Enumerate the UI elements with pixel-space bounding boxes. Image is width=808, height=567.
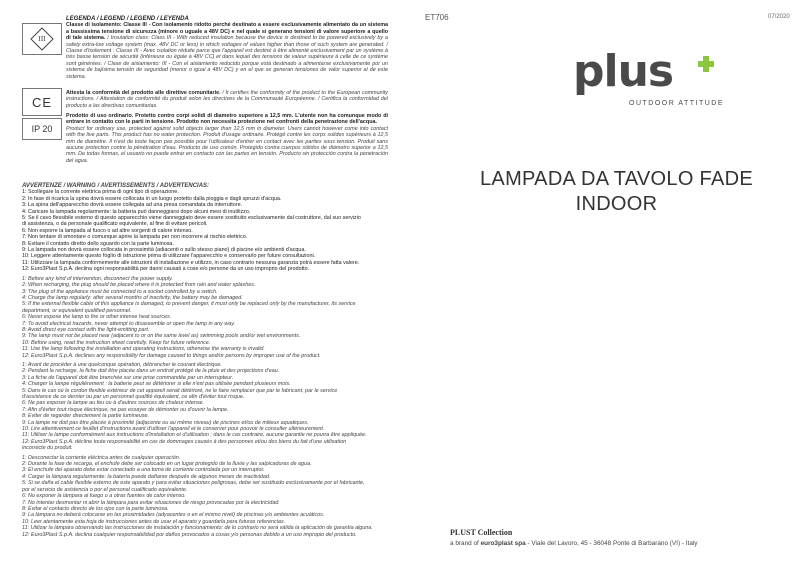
warning-item: 1: Avant de procéder à une quelconque opération, débrancher le courant électrique. [22,361,222,368]
warning-item: 9: La lampada non dovrà essere collocata in prossimità (adiacenti o sullo stesso piano) di piscine e/o ambienti d'acqua. [22,247,306,254]
protection-text-it: Prodotto di uso ordinario. Protetto contro corpi solidi di diametro superiore a 12,5 mm. L'utente non ha comunque modo di entrare in contatto con le parti in tensione. Prodotto non necessita protezione nei confronti della penetrazione dell'acqua. [66,113,388,126]
warning-item: 2: Durante la fase de recarga, el enchufe debe ser colocado en un lugar protegido de la lluvia y las salpicaduras de agua. [22,461,312,468]
warning-item: 8: Éviter de regarder directement la partie lumineuse. [22,413,150,420]
warning-item: 9: La lampe ne doit pas être placée à proximité (adjacente ou au même niveau) de piscines et/ou de milieux aquatiques. [22,419,309,426]
warning-item: 11: Utiliser la lampe conformément aux instructions d'installation et d'utilisation ; dans le cas contraire, aucune garantie ne pourra être appliquée. [22,432,367,439]
edition-date: 07/2020 [768,14,790,20]
legend-title: LEGENDA / LEGEND / LEGEND / LEYENDA [66,16,189,22]
warning-item: 5: Se il cavo flessibile esterno di questo apparecchio viene danneggiato deve essere sostituito esclusivamente dal costruttore, dal suo servizio [22,215,361,222]
warning-item: 12: Euro3Plast S.p.A. declina ogni responsabilità per danni causati a cose e/o persone da un uso improprio del prodotto. [22,266,310,273]
ce-mark-icon [22,88,62,116]
legend-text [66,22,388,80]
conformity-text-other: / It certifies the conformity of the product to the European community instructions. / Attestation de conformité du produit selon les directives de la Communauté Européenne. / Certifica la conformidad del producto a las directivas comunitarias. [66,90,389,109]
warning-item: 4: Cargar la lámpara regularmente: la batería puede dañarse después de algunos meses de inactividad. [22,473,271,480]
warning-item: 1: Desconectar la corriente eléctrica antes de cualquier operación. [22,454,181,461]
class-iii-icon [22,23,62,55]
warnings-title: AVVERTENZE / WARNING / AVERTISSEMENTS / ADVERTENCIAS: [22,183,210,189]
warning-item: 6: No exponer la lámpara al fuego o a otras fuentes de calor intenso. [22,493,186,500]
brand-logo-plus-icon [698,56,714,72]
warning-item: 10: Lire attentivement ce feuillet d'instructions avant d'utiliser l'appareil et le conserver pour pouvoir le consulter ultérieurement. [22,426,325,433]
warning-item: 7: To avoid electrical hazards, never attempt to disassemble or open the lamp in any way. [22,320,236,327]
warning-item: 5: If the external flexible cable of this appliance is damaged, to prevent danger, it must only be replaced only by the manufacturer, its service [22,301,356,308]
warning-item: 5: Si se daña el cable flexible externo de este aparato y para evitar situaciones peligrosas, debe ser sustituido exclusivamente por el fabricante, [22,480,365,487]
warning-item: 8: Evitare il contatto diretto dello sguardo con la parte luminosa. [22,240,174,247]
warning-item: 9: La lámpara no deberá colocarse en las proximidades (adyacentes o en el mismo nivel) de piscinas y/o ambientes acuáticos. [22,512,325,519]
warning-item: department, or equivalent qualified personnel. [22,307,132,314]
class-iii-label: III [38,35,46,43]
warning-item: 2: When recharging, the plug should be placed where it is protected from rain and water splashes. [22,282,256,289]
warning-item: 6: Non esporre la lampada al fuoco o ad altre sorgenti di calore intenso. [22,227,193,234]
warnings-en-list [22,276,397,359]
warning-item: 7: No intentar desmontar ni abrir la lámpara para evitar situaciones de riesgo provocadas por la electricidad. [22,499,280,506]
product-code: ET706 [425,13,449,22]
warnings-fr-list [22,362,397,452]
product-subtitle: INDOOR [575,193,658,215]
warning-item: 3: La spina dell'apparecchio dovrà essere collegata ad una presa comandata da interruttore. [22,202,243,209]
legend-text-it: Classe di isolamento: Classe III - Con isolamento ridotto perché destinato a essere esclusivamente alimentato da un sistema a bassissima tensione di sicurezza (minore o uguale a 48V DC) e nel quale si generano tensioni di valore superiore a quello di tale sistema. [66,22,388,42]
warning-item: 1: Before any kind of intervention, disconnect the power supply. [22,275,173,282]
warning-item: 2: In fase di ricarica la spina dovrà essere collocata in un luogo protetto dalla pioggia e dagli spruzzi d'acqua. [22,195,282,202]
warning-item: 10: Leer atentamente esta hoja de instrucciones antes de usar el aparato y guardarla para futuras referencias. [22,518,286,525]
warning-item: 10: Leggere attentamente questo foglio di istruzione prima di utilizzare l'apparecchio e conservarlo per future consultazioni. [22,253,316,260]
ce-mark-label: CE [31,94,53,110]
product-title: LAMPADA DA TAVOLO FADE [480,168,753,190]
brand-logo [573,46,733,116]
warning-item: 10: Before using, read the instruction sheet carefully. Keep for future reference. [22,339,211,346]
warning-item: 5: Dans le cas où le cordon flexible extérieur de cet appareil serait détérioré, ne le faire remplacer que par le fabricant, par le service [22,387,338,394]
collection-name: PLUST Collection [450,528,513,537]
warning-item: 8: Evitar el contacto directo de los ojos con la parte luminosa. [22,505,169,512]
warning-item: 11: Utilizzare la lampada conformemente alle istruzioni di installazione e utilizzo, in caso contrario nessuna garanzia potrà essere fatta valere. [22,259,360,266]
warning-item: 11: Utilizar la lámpara observando las instrucciones de instalación y funcionamiento; de lo contrario no será válida la aplicación de garantía alguna. [22,525,373,532]
conformity-text-it: Attesta la conformità del prodotto alle direttive comunitarie. [66,90,221,96]
warning-item: 6: Ne pas exposer la lampe au feu ou à d'autres sources de chaleur intense. [22,400,205,407]
warning-item: 7: Non tentare di smontare o comunque aprire la lampada per non incorrere al rischio elettrico. [22,234,248,241]
protection-section [66,113,388,164]
warnings-section [22,183,397,538]
warning-item: 3: El enchufe del aparato debe estar conectado a una toma de corriente controlada por un interruptor. [22,467,265,474]
company-prefix: a brand of [450,540,481,547]
brand-tagline: OUTDOOR ATTITUDE [629,100,725,107]
warning-item: incorrecte du produit. [22,445,73,452]
warning-item: 4: Caricare la lampada regolarmente: la batteria può danneggiarsi dopo alcuni mesi di inutilizzo. [22,208,251,215]
warnings-es-list [22,455,397,538]
company-line [450,540,698,547]
brand-logo-wordmark: plus [573,46,674,97]
warning-item: 11: Use the lamp following the installation and operating instructions, otherwise the warranty is invalid. [22,346,265,353]
warning-item: di assistenza, o da personale qualificato equivalente, al fine di evitare pericoli. [22,221,208,228]
legend-section [66,16,388,80]
warning-item: 12: Euro3Plast S.p.A. declines any responsibility for damage caused to things and/or persons by improper use of the product. [22,352,321,359]
warning-item: por el servicio de asistencia o por el personal cualificado equivalente. [22,486,188,493]
warning-item: 2: Pendant la recharge, la fiche doit être placée dans un endroit protégé de la pluie et des projections d'eau. [22,368,280,375]
conformity-section [66,90,388,109]
protection-text-other: Product for ordinary use, protected against solid objects larger than 12,5 mm in diameter. Users cannot however come into contact with the live parts. This product has no water protection. Produit d'usage ordinaire. Protégé contre les corps solides supérieurs à 12,5 mm de diamètre. Il n'est de toute façon pas possible pour l'utilisateur d'entrer en contact avec les parties sous tension. Produit sans aucune protection contre la pénétration d'eau. Producto de uso común. Protegido contra cuerpos sólidos de diámetro superior a 12,5 mm. De todas formas, el usuario no puede entrar en contacto con las partes en tensión. Producto sin protección contra la penetración del agua. [66,125,388,164]
warnings-it-list [22,189,397,272]
warning-item: 4: Charge the lamp regularly: after several months of inactivity, the battery may be damaged. [22,294,243,301]
warning-item: 1: Scollegare la corrente elettrica prima di ogni tipo di operazione. [22,189,179,196]
warning-item: 3: The plug of the appliance must be connected to a socket controlled by a switch. [22,288,218,295]
warning-item: 12: Euro3Plast S.p.A. declina cualquier responsabilidad por daños provocados a cosas y/o personas debido a un uso impropio del producto. [22,531,357,538]
warning-item: 6: Never expose the lamp to fire or other intense heat sources. [22,314,172,321]
warning-item: 8: Avoid direct eye contact with the light-emitting part. [22,326,150,333]
warning-item: 3: La fiche de l'appareil doit être branchée sur une prise commandée par un interrupteur. [22,374,234,381]
legend-text-other: / Insulation class: Class III - With reduced insulation because the device is destined to be powered exclusively by a safety extra-low voltage system (max. 48V DC or less) in which voltages of values higher than those of such system are generated. / Classe d'isolement : Classe III - Avec isolation réduite parce que l'appareil est destiné à être alimenté exclusivement par un système à très basse tension de sécurité (inférieure ou égale à 48V CC) et dans lequel des tensions de valeur supérieure à celle de ce système sont générées. / Clase de aislamiento: III - Con el aislamiento reducido porque está destinado a alimentarse exclusivamente por un sistema de bajísima tensión de seguridad (menor o igual a 48V DC) y en el que se generan tensiones de valor superior al de este sistema. [66,35,388,80]
warning-item: 12: Euro3Plast S.p.A. décline toute responsabilité en cas de dommages causés à des personnes et/ou des biens du fait d'une utilisation [22,438,347,445]
ip20-label: IP 20 [31,124,53,134]
company-name: euro3plast spa [480,540,526,547]
warning-item: 9: The lamp must not be placed near (adjacent to or on the same level as) swimming pools and/or wet environments. [22,333,301,340]
warning-item: 4: Charger la lampe régulièrement : la batterie peut se détériorer si elle n'est pas utilisée pendant plusieurs mois. [22,381,291,388]
warning-item: d'assistance de ce dernier ou par un personnel qualifié équivalent, ce afin d'éviter tout risque. [22,394,245,400]
ip20-icon [22,118,62,140]
warning-item: 7: Afin d'éviter tout risque électrique, ne pas essayer de démonter ou d'ouvrir la lampe. [22,406,229,413]
company-address: - Viale del Lavoro, 45 - 36048 Ponte di Barbarano (VI) - Italy [525,540,698,547]
